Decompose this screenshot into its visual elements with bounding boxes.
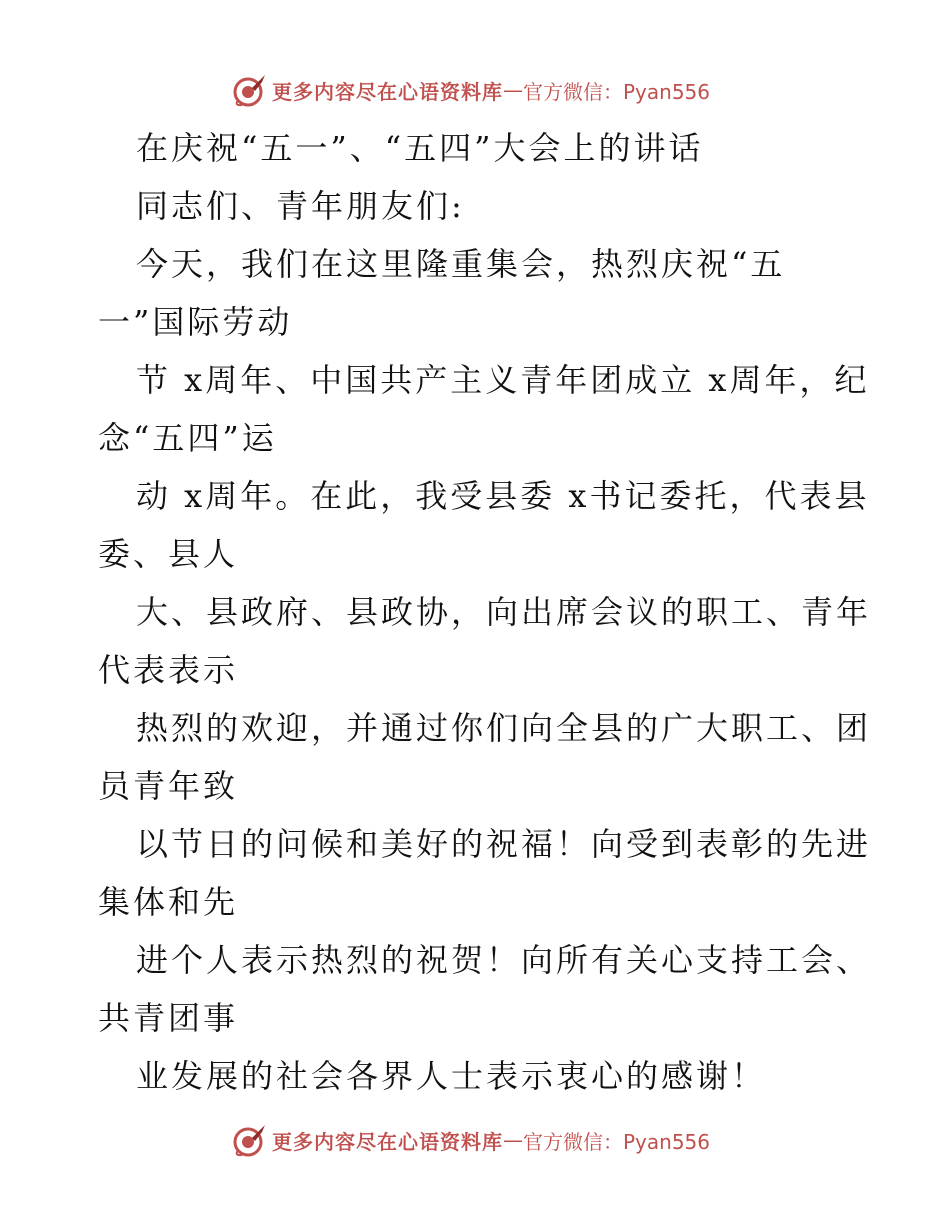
body-line: 今天，我们在这里隆重集会，热烈庆祝“五 [136,245,786,283]
wechat-id-text: 官方微信：Pyan556 [523,79,711,104]
quill-logo-icon [232,1122,268,1158]
body-line: 委、县人 [98,535,239,573]
site-name-text: 更多内容尽在心语资料库 [272,1129,503,1154]
banner-separator: — [503,78,523,102]
body-line: 集体和先 [98,883,239,921]
body-line: 大、县政府、县政协，向出席会议的职工、青年 [136,593,872,631]
header-banner[interactable] [232,70,752,110]
body-line: 员青年致 [98,767,239,805]
quill-logo-icon [232,72,268,108]
salutation: 同志们、青年朋友们: [136,187,465,225]
site-name-text: 更多内容尽在心语资料库 [272,79,503,104]
body-line: 念“五四”运 [98,419,277,457]
body-line: 热烈的欢迎，并通过你们向全县的广大职工、团 [136,709,872,747]
document-title: 在庆祝“五一”、“五四”大会上的讲话 [136,129,704,167]
banner-separator: — [503,1128,523,1152]
body-line: 业发展的社会各界人士表示衷心的感谢！ [136,1057,767,1095]
wechat-id-text: 官方微信：Pyan556 [523,1129,711,1154]
body-line: 节 x周年、中国共产主义青年团成立 x周年，纪 [136,361,870,399]
body-line: 进个人表示热烈的祝贺！向所有关心支持工会、 [136,941,872,979]
body-line: 一”国际劳动 [98,303,293,341]
body-line: 共青团事 [98,999,239,1037]
footer-banner[interactable] [232,1120,752,1160]
body-line: 动 x周年。在此，我受县委 x书记委托，代表县 [136,477,870,515]
body-line: 以节日的问候和美好的祝福！向受到表彰的先进 [136,825,872,863]
body-line: 代表表示 [98,651,239,689]
